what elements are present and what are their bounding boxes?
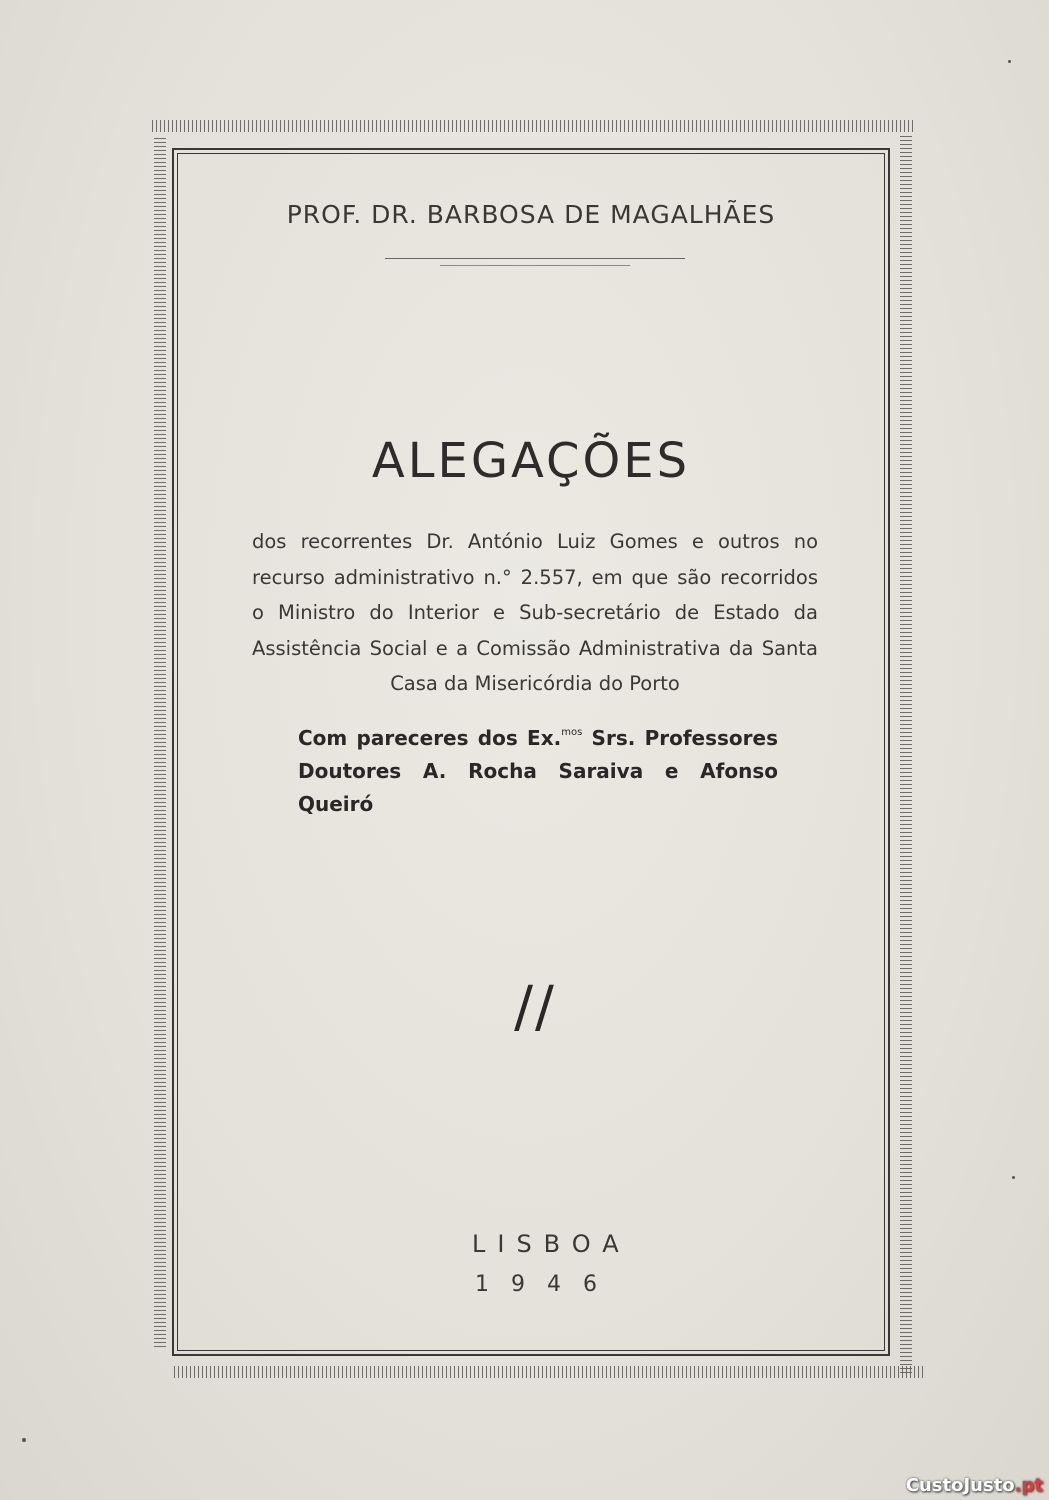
- border-bottom-hatch: [174, 1366, 924, 1378]
- place-of-publication: LISBOA: [472, 1230, 631, 1258]
- paper-speck: [22, 1438, 26, 1442]
- paper-speck: [1008, 60, 1011, 63]
- pareceres-text: [298, 716, 778, 821]
- pareceres-suffix: Srs. Professores: [582, 726, 779, 750]
- border-right-hatch: [900, 136, 912, 1376]
- border-top-hatch: [152, 120, 914, 132]
- author-name: PROF. DR. BARBOSA DE MAGALHÃES: [286, 200, 776, 229]
- pareceres-superscript: mos: [561, 727, 583, 738]
- description-line: o Ministro do Interior e Sub-secretário de Estado da: [252, 601, 818, 624]
- watermark-name: CustoJusto: [905, 1475, 1015, 1496]
- description-line: Casa da Misericórdia do Porto: [390, 672, 680, 695]
- pareceres-line-2: Doutores A. Rocha Saraiva e Afonso Queiró: [298, 759, 778, 816]
- divider-rule: [385, 258, 685, 259]
- watermark-suffix: .pt: [1014, 1475, 1043, 1496]
- book-title: ALEGAÇÕES: [371, 433, 691, 489]
- description-line: Assistência Social e a Comissão Administrativa da Santa: [252, 636, 818, 660]
- publication-year: 1946: [475, 1272, 619, 1297]
- description-line: dos recorrentes Dr. António Luiz Gomes e outros no: [252, 530, 818, 553]
- description-line: recurso administrativo n.° 2.557, em que são recorridos: [252, 565, 818, 589]
- site-watermark: [906, 1475, 1043, 1496]
- description-text: [252, 524, 818, 702]
- divider-rule-short: [440, 265, 630, 266]
- pareceres-line-1: [298, 716, 778, 755]
- pareceres-prefix: Com pareceres dos Ex.: [298, 726, 562, 750]
- border-left-hatch: [154, 138, 166, 1350]
- decorative-slashes: //: [514, 975, 556, 1040]
- paper-speck: [1012, 1176, 1015, 1179]
